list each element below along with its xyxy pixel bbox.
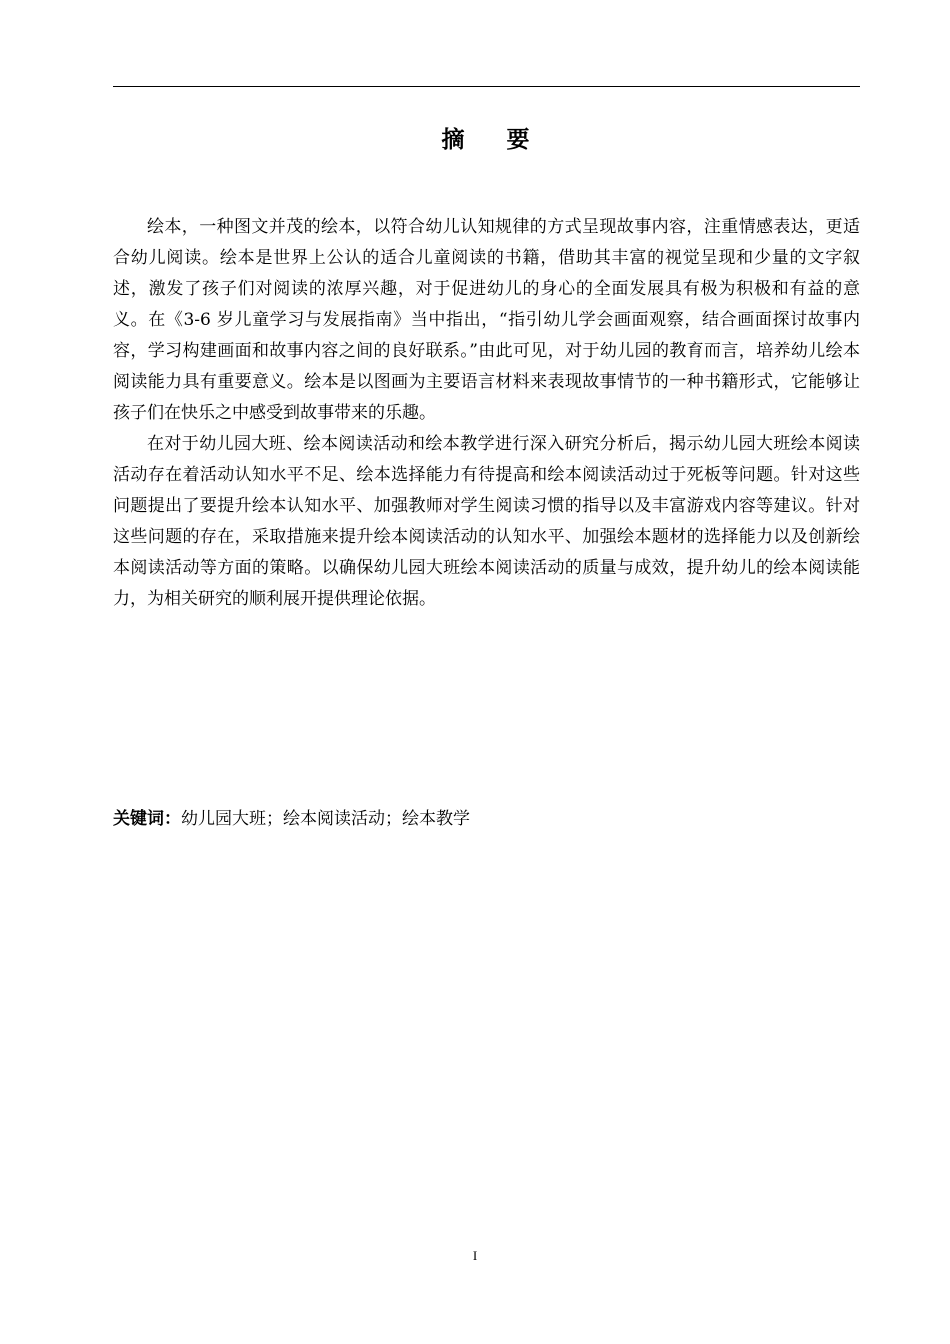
abstract-paragraph-2: 在对于幼儿园大班、绘本阅读活动和绘本教学进行深入研究分析后，揭示幼儿园大班绘本阅读活动存在着活动认知水平不足、绘本选择能力有待提高和绘本阅读活动过于死板等问题。针对这些问题提出了要提升绘本认知水平、加强教师对学生阅读习惯的指导以及丰富游戏内容等建议。针对这些问题的存在，采取措施来提升绘本阅读活动的认知水平、加强绘本题材的选择能力以及创新绘本阅读活动等方面的策略。以确保幼儿园大班绘本阅读活动的质量与成效，提升幼儿的绘本阅读能力，为相关研究的顺利展开提供理论依据。 <box>113 434 860 609</box>
keywords-text: 幼儿园大班；绘本阅读活动；绘本教学 <box>181 809 470 829</box>
abstract-title: 摘 要 <box>441 127 532 153</box>
page-number: I <box>472 1248 478 1263</box>
keywords-label: 关键词： <box>113 809 181 829</box>
abstract-paragraph-1: 绘本，一种图文并茂的绘本，以符合幼儿认知规律的方式呈现故事内容，注重情感表达，更适合幼儿阅读。绘本是世界上公认的适合儿童阅读的书籍，借助其丰富的视觉呈现和少量的文字叙述，激发了孩子们对阅读的浓厚兴趣，对于促进幼儿的身心的全面发展具有极为积极和有益的意义。在《3-6 岁儿童学习与发展指南》当中指出，“指引幼儿学会画面观察，结合画面探讨故事内容，学习构建画面和故事内容之间的良好联系。”由此可见，对于幼儿园的教育而言，培养幼儿绘本阅读能力具有重要意义。绘本是以图画为主要语言材料来表现故事情节的一种书籍形式，它能够让孩子们在快乐之中感受到故事带来的乐趣。 <box>113 217 860 423</box>
keywords-line <box>113 805 860 833</box>
abstract-body <box>113 212 860 615</box>
header-rule <box>113 86 860 87</box>
